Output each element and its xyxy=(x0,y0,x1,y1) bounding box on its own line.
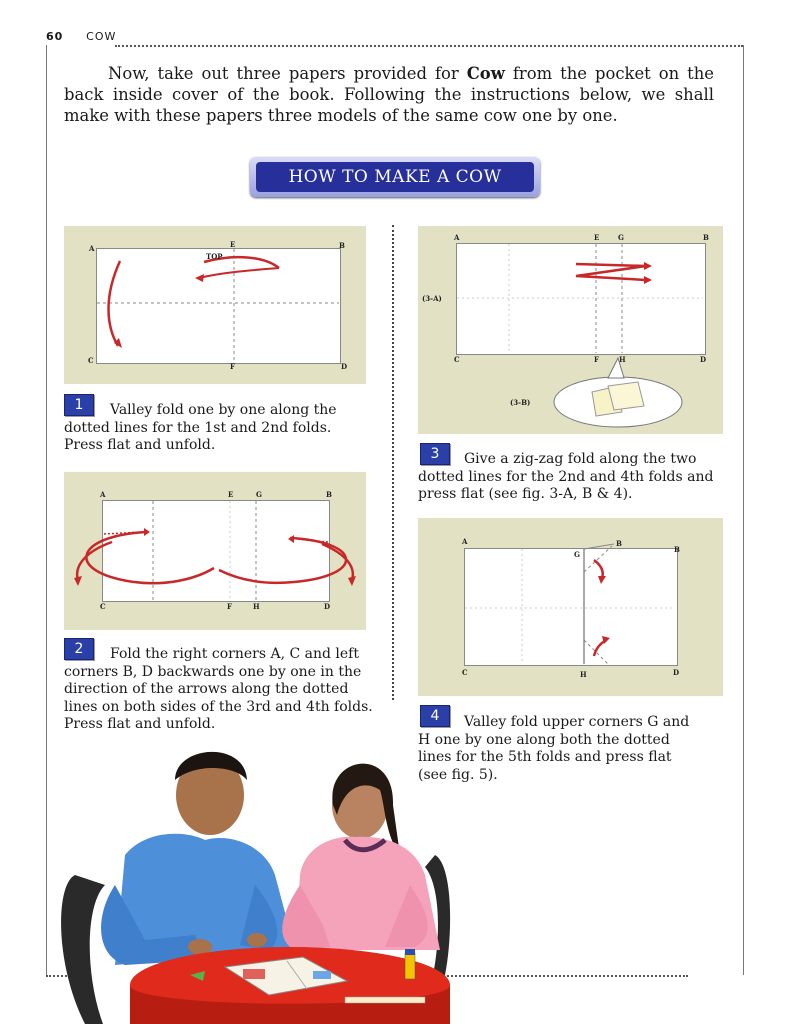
fig3-label-b: B xyxy=(703,233,709,242)
fig2-label-f: F xyxy=(227,602,232,611)
column-divider xyxy=(392,225,394,700)
fig4-label-b2: B xyxy=(674,545,680,554)
fig1-label-b: B xyxy=(339,241,345,250)
figure-3-panel xyxy=(418,226,723,434)
fig2-label-g: G xyxy=(256,490,262,499)
fig4-label-g: G xyxy=(574,550,580,559)
fig3-label-3a: (3-A) xyxy=(422,294,442,303)
intro-paragraph: Now, take out three papers provided for Cow from the pocket on the back inside cover of the book. Following the instructions below, we shall make with these papers three models of the same cow one by one. xyxy=(64,64,714,125)
fig3-label-f: F xyxy=(594,355,599,364)
fig1-label-f: F xyxy=(230,362,235,371)
step-4-text: Valley fold upper corners G and H one by one along both the dotted lines for the 5th folds and press flat (see fig. 5). xyxy=(418,714,690,783)
left-margin-rule xyxy=(46,45,47,975)
fig3-label-c: C xyxy=(454,355,460,364)
step-2-text: Fold the right corners A, C and left corners B, D backwards one by one in the direction of the arrows along the dotted lines on both sides of the 3rd and 4th folds. Press flat and unfold. xyxy=(64,646,373,732)
figure-4-panel xyxy=(418,518,723,696)
intro-bold-word: Cow xyxy=(466,64,505,83)
fig3-label-a: A xyxy=(454,233,460,242)
step-1-text: Valley fold one by one along the dotted lines for the 1st and 2nd folds. Press flat and unfold. xyxy=(64,402,337,453)
fig2-label-h: H xyxy=(253,602,260,611)
fig4-label-b1: B xyxy=(616,539,622,548)
section-title: COW xyxy=(86,30,117,43)
fig3-label-d: D xyxy=(700,355,707,364)
step-3-text: Give a zig-zag fold along the two dotted lines for the 2nd and 4th folds and press flat (see fig. 3-A, B & 4). xyxy=(418,451,714,502)
right-margin-rule xyxy=(743,45,744,975)
fig1-label-a: A xyxy=(89,244,95,253)
fig2-label-e: E xyxy=(228,490,234,499)
page-number: 60 xyxy=(46,30,64,43)
fig2-label-a: A xyxy=(100,490,106,499)
fig2-label-c: C xyxy=(100,602,106,611)
fig1-label-e: E xyxy=(230,240,236,249)
fig4-label-c: C xyxy=(462,668,468,677)
fig2-label-d: D xyxy=(324,602,331,611)
fig4-label-a: A xyxy=(462,537,468,546)
fig3-label-h: H xyxy=(619,355,626,364)
fig1-label-top: TOP xyxy=(206,252,223,261)
figure-1-panel xyxy=(64,226,366,384)
fig4-label-d: D xyxy=(673,668,680,677)
fig3-label-3b: (3-B) xyxy=(510,398,531,407)
fig2-label-b: B xyxy=(326,490,332,499)
fig1-label-d: D xyxy=(341,362,348,371)
figure-2-drawing xyxy=(64,472,366,630)
figure-3-drawing xyxy=(418,226,723,434)
step-1-badge: 1 xyxy=(64,394,94,416)
children-folding-photo xyxy=(55,735,475,1024)
header-dotted-rule xyxy=(115,45,743,47)
step-3-badge: 3 xyxy=(420,443,450,465)
how-to-banner xyxy=(250,157,540,197)
figure-2-panel xyxy=(64,472,366,630)
footer-dotted-rule-right xyxy=(440,975,688,977)
fig3-label-g: G xyxy=(618,233,624,242)
figure-1-drawing xyxy=(64,226,366,384)
fig3-label-e: E xyxy=(594,233,600,242)
fig1-label-c: C xyxy=(88,356,94,365)
step-4-badge: 4 xyxy=(420,705,450,727)
page-header xyxy=(46,30,116,43)
banner-title: HOW TO MAKE A COW xyxy=(256,162,534,192)
fig4-label-h: H xyxy=(580,670,587,679)
step-2-badge: 2 xyxy=(64,638,94,660)
